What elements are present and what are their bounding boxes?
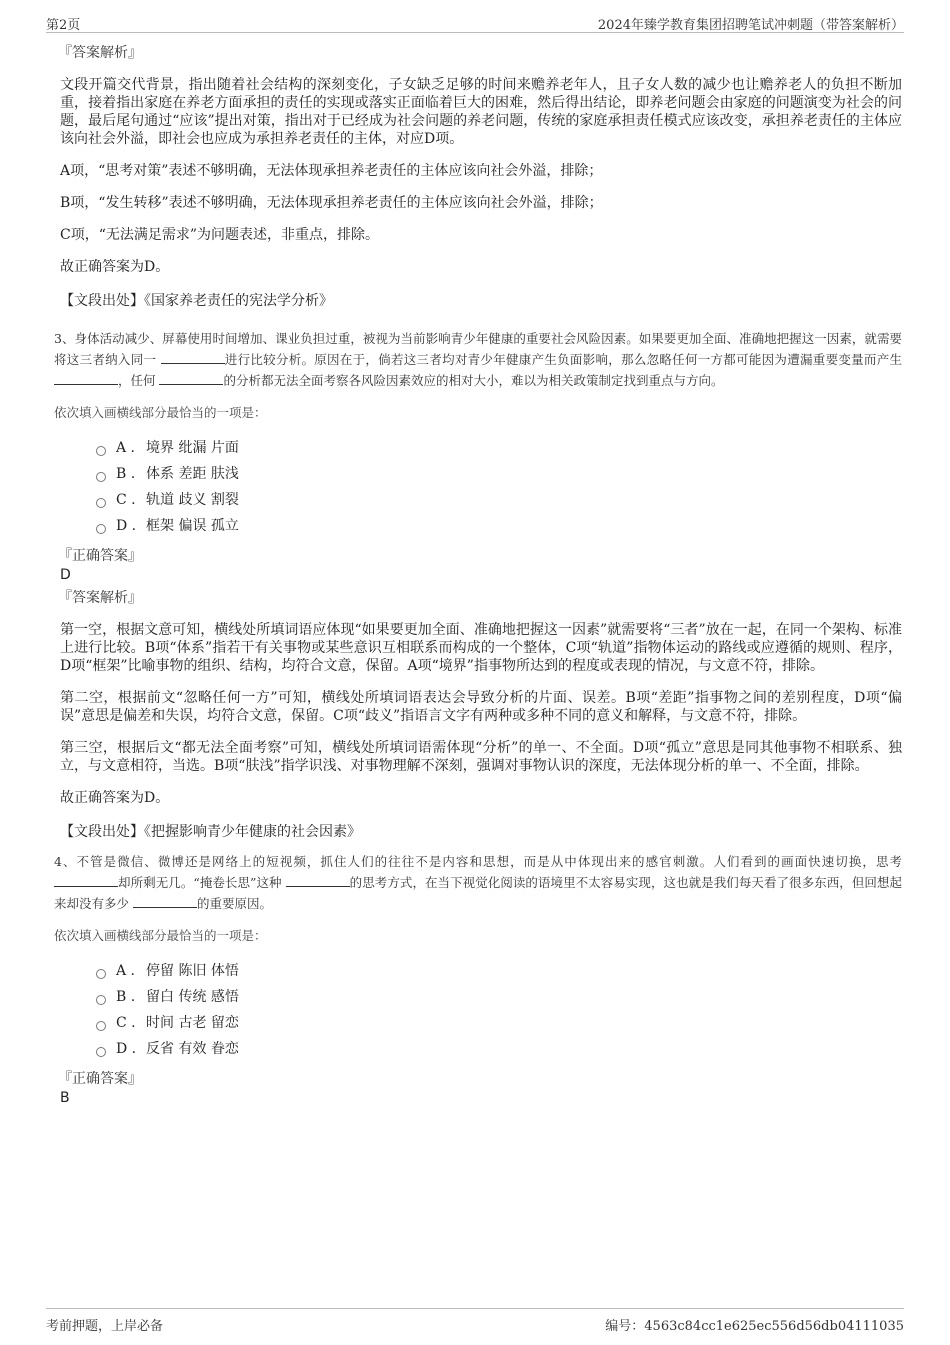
option-c[interactable]: C . 时间 古老 留恋 (96, 1010, 902, 1036)
option-b[interactable]: B . 体系 差距 肤浅 (96, 461, 902, 487)
correct-answer: D (60, 567, 71, 583)
analysis-paragraph: 第一空，根据文意可知，横线处所填词语应体现“如果要更加全面、准确地把握这一因素”就需要将“三者”放在一起，在同一个架构、标准上进行比较。B项“体系”指若干有关事物或某些意识互相联系而构成的一个整体，C项“轨道”指物体运动的路线或应遵循的规则、程序，D项“框架”比喻事物的组织、结构，均符合文意，保留。A项“境界”指事物所达到的程度或表现的情况，与文意不符，排除。 (60, 622, 902, 674)
radio-icon[interactable] (96, 472, 106, 482)
option-b[interactable]: B . 留白 传统 感悟 (96, 984, 902, 1010)
option-a[interactable]: A . 境界 纰漏 片面 (96, 435, 902, 461)
radio-icon[interactable] (96, 969, 106, 979)
question-3-text: 3、身体活动减少、屏幕使用时间增加、课业负担过重，被视为当前影响青少年健康的重要社会风险因素。如果要更加全面、准确地把握这一因素，就需要将这三者纳入同一 进行比较分析。原因在于，倘若这三者均对青少年健康产生负面影响，那么忽略任何一方都可能因为遭漏重要变量而产生 ，任何 的分析都无法全面考察各风险因素效应的相对大小，难以为相关政策制定找到重点与方向。 (54, 331, 902, 388)
footer-slogan: 考前押题，上岸必备 (46, 1319, 164, 1334)
analysis-paragraph: 故正确答案为D。 (60, 790, 170, 806)
source-citation: 【文段出处】《把握影响青少年健康的社会因素》 (60, 824, 361, 840)
analysis-paragraph: C项，“无法满足需求”为问题表述，非重点，排除。 (60, 227, 380, 243)
analysis-label: 『答案解析』 (58, 45, 142, 61)
option-d[interactable]: D . 反省 有效 眷恋 (96, 1036, 902, 1062)
document-title: 2024年臻学教育集团招聘笔试冲刺题（带答案解析） (597, 18, 904, 33)
radio-icon[interactable] (96, 524, 106, 534)
correct-answer: B (60, 1090, 70, 1106)
page-number: 第2页 (46, 18, 81, 33)
document-body (56, 42, 902, 1106)
analysis-paragraph: B项，“发生转移”表述不够明确，无法体现承担养老责任的主体应该向社会外溢，排除； (60, 195, 603, 211)
correct-answer-label: 『正确答案』 (58, 548, 142, 564)
option-a[interactable]: A . 停留 陈旧 体悟 (96, 958, 902, 984)
question-4-text: 4、不管是微信、微博还是网络上的短视频，抓住人们的往往不是内容和思想，而是从中体现出来的感官刺激。人们看到的画面快速切换，思考 却所剩无几。“掩卷长思”这种 的思考方式，在当下视觉化阅读的语境里不太容易实现，这也就是我们每天看了很多东西，但回想起来却没有多少 的重要原因。 (54, 854, 902, 911)
page-header (46, 12, 904, 33)
analysis-label: 『答案解析』 (58, 590, 142, 606)
question-4-options (96, 958, 902, 1062)
source-citation: 【文段出处】《国家养老责任的宪法学分析》 (60, 293, 333, 309)
blank-line (159, 372, 223, 385)
option-c[interactable]: C . 轨道 歧义 割裂 (96, 487, 902, 513)
analysis-paragraph: 文段开篇交代背景，指出随着社会结构的深刻变化，子女缺乏足够的时间来赡养老年人，且子女人数的减少也让赡养老人的负担不断加重，接着指出家庭在养老方面承担的责任的实现或落实正面临着巨大的困难，然后得出结论，即养老问题会由家庭的问题演变为社会的问题，最后尾句通过“应该”提出对策，指出对于已经成为社会问题的养老问题，传统的家庭承担责任模式应该改变，承担养老责任的主体应该向社会外溢，即社会也应成为承担养老责任的主体，对应D项。 (60, 77, 902, 147)
radio-icon[interactable] (96, 498, 106, 508)
blank-line (54, 874, 118, 887)
radio-icon[interactable] (96, 446, 106, 456)
question-prompt: 依次填入画横线部分最恰当的一项是： (54, 405, 267, 420)
blank-line (161, 351, 225, 364)
document-code: 编号：4563c84cc1e625ec556d56db04111035 (605, 1319, 904, 1334)
analysis-paragraph: 第二空，根据前文“忽略任何一方”可知，横线处所填词语表达会导致分析的片面、误差。B项“差距”指事物之间的差别程度，D项“偏误”意思是偏差和失误，均符合文意，保留。C项“歧义”指语言文字有两种或多种不同的意义和解释，与文意不符，排除。 (60, 690, 902, 724)
blank-line (286, 874, 350, 887)
blank-line (54, 372, 118, 385)
correct-answer-label: 『正确答案』 (58, 1071, 142, 1087)
analysis-paragraph: A项，“思考对策”表述不够明确，无法体现承担养老责任的主体应该向社会外溢，排除； (60, 163, 603, 179)
question-prompt: 依次填入画横线部分最恰当的一项是： (54, 928, 267, 943)
option-d[interactable]: D . 框架 偏误 孤立 (96, 513, 902, 539)
analysis-paragraph: 第三空，根据后文“都无法全面考察”可知，横线处所填词语需体现“分析”的单一、不全面。D项“孤立”意思是同其他事物不相联系、独立，与文意相符，当选。B项“肤浅”指学识浅、对事物理解不深刻，强调对事物认识的深度，无法体现分析的单一、不全面，排除。 (60, 740, 902, 774)
radio-icon[interactable] (96, 995, 106, 1005)
page-footer (46, 1308, 904, 1335)
radio-icon[interactable] (96, 1047, 106, 1057)
analysis-paragraph: 故正确答案为D。 (60, 259, 170, 275)
radio-icon[interactable] (96, 1021, 106, 1031)
blank-line (133, 895, 197, 908)
question-3-options (96, 435, 902, 539)
